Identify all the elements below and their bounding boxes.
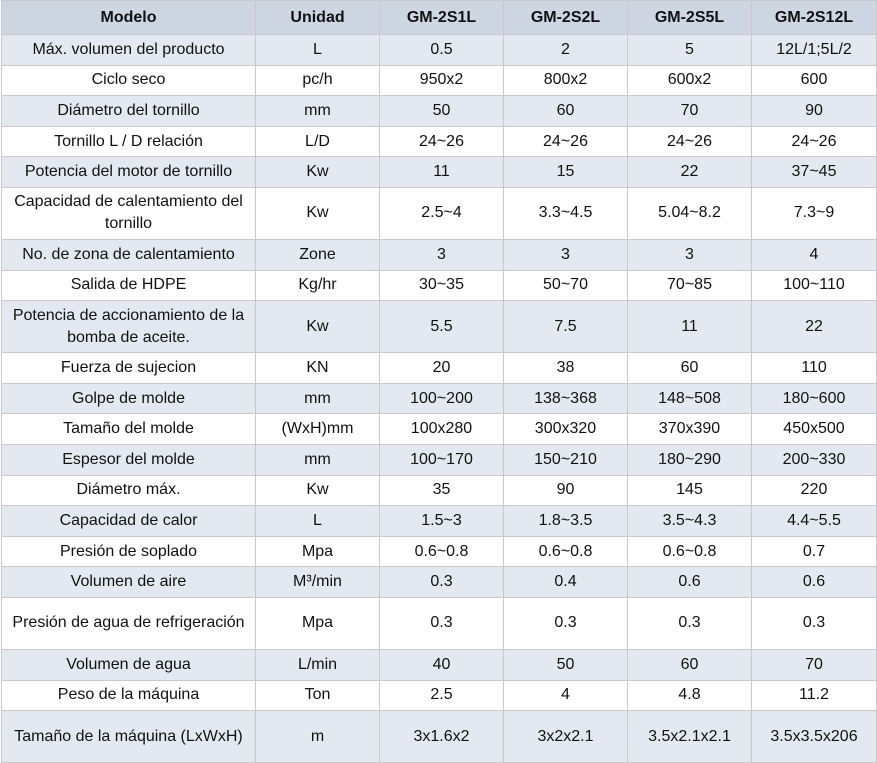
cell-gm-2s1l: 11 bbox=[380, 157, 504, 188]
cell-unidad: L bbox=[256, 506, 380, 537]
cell-gm-2s12l: 4 bbox=[752, 239, 877, 270]
table-row bbox=[2, 187, 877, 239]
cell-gm-2s2l: 3.3~4.5 bbox=[504, 187, 628, 239]
table-row bbox=[2, 35, 877, 66]
table-row bbox=[2, 536, 877, 567]
cell-unidad: pc/h bbox=[256, 65, 380, 96]
cell-gm-2s1l: 0.5 bbox=[380, 35, 504, 66]
cell-gm-2s2l: 50 bbox=[504, 649, 628, 680]
table-row bbox=[2, 239, 877, 270]
cell-gm-2s1l: 40 bbox=[380, 649, 504, 680]
cell-gm-2s2l: 150~210 bbox=[504, 444, 628, 475]
cell-gm-2s12l: 0.7 bbox=[752, 536, 877, 567]
cell-gm-2s5l: 600x2 bbox=[628, 65, 752, 96]
spec-table bbox=[1, 0, 877, 763]
cell-unidad: KN bbox=[256, 353, 380, 384]
table-row bbox=[2, 444, 877, 475]
cell-gm-2s12l: 90 bbox=[752, 96, 877, 127]
cell-modelo: Peso de la máquina bbox=[2, 680, 256, 711]
cell-modelo: Ciclo seco bbox=[2, 65, 256, 96]
cell-unidad: Mpa bbox=[256, 536, 380, 567]
cell-gm-2s5l: 3.5~4.3 bbox=[628, 506, 752, 537]
cell-modelo: Presión de agua de refrigeración bbox=[2, 597, 256, 649]
table-row bbox=[2, 680, 877, 711]
cell-gm-2s2l: 0.4 bbox=[504, 567, 628, 598]
table-row bbox=[2, 383, 877, 414]
cell-modelo: Diámetro del tornillo bbox=[2, 96, 256, 127]
cell-modelo: Volumen de aire bbox=[2, 567, 256, 598]
cell-gm-2s1l: 24~26 bbox=[380, 126, 504, 157]
cell-gm-2s2l: 0.3 bbox=[504, 597, 628, 649]
header-unidad: Unidad bbox=[256, 1, 380, 35]
cell-gm-2s12l: 4.4~5.5 bbox=[752, 506, 877, 537]
cell-modelo: Tornillo L / D relación bbox=[2, 126, 256, 157]
cell-gm-2s2l: 24~26 bbox=[504, 126, 628, 157]
header-gm-2s12l: GM-2S12L bbox=[752, 1, 877, 35]
cell-gm-2s12l: 220 bbox=[752, 475, 877, 506]
cell-modelo: No. de zona de calentamiento bbox=[2, 239, 256, 270]
cell-gm-2s1l: 100x280 bbox=[380, 414, 504, 445]
cell-gm-2s1l: 3x1.6x2 bbox=[380, 711, 504, 763]
cell-gm-2s2l: 15 bbox=[504, 157, 628, 188]
cell-unidad: mm bbox=[256, 444, 380, 475]
cell-modelo: Fuerza de sujecion bbox=[2, 353, 256, 384]
cell-gm-2s2l: 3x2x2.1 bbox=[504, 711, 628, 763]
cell-modelo: Potencia de accionamiento de la bomba de aceite. bbox=[2, 301, 256, 353]
cell-gm-2s2l: 138~368 bbox=[504, 383, 628, 414]
cell-gm-2s12l: 200~330 bbox=[752, 444, 877, 475]
table-row bbox=[2, 96, 877, 127]
cell-unidad: Kw bbox=[256, 157, 380, 188]
cell-gm-2s5l: 0.6~0.8 bbox=[628, 536, 752, 567]
cell-gm-2s12l: 110 bbox=[752, 353, 877, 384]
cell-gm-2s2l: 800x2 bbox=[504, 65, 628, 96]
cell-gm-2s2l: 300x320 bbox=[504, 414, 628, 445]
cell-gm-2s5l: 5.04~8.2 bbox=[628, 187, 752, 239]
cell-gm-2s2l: 4 bbox=[504, 680, 628, 711]
cell-gm-2s12l: 600 bbox=[752, 65, 877, 96]
table-row bbox=[2, 414, 877, 445]
cell-unidad: m bbox=[256, 711, 380, 763]
cell-gm-2s12l: 100~110 bbox=[752, 270, 877, 301]
cell-modelo: Diámetro máx. bbox=[2, 475, 256, 506]
spec-table-body bbox=[2, 35, 877, 763]
table-row bbox=[2, 475, 877, 506]
cell-gm-2s5l: 60 bbox=[628, 353, 752, 384]
table-row bbox=[2, 353, 877, 384]
cell-unidad: Kw bbox=[256, 475, 380, 506]
cell-gm-2s5l: 180~290 bbox=[628, 444, 752, 475]
cell-gm-2s12l: 37~45 bbox=[752, 157, 877, 188]
table-row bbox=[2, 597, 877, 649]
cell-gm-2s1l: 0.3 bbox=[380, 567, 504, 598]
cell-gm-2s5l: 145 bbox=[628, 475, 752, 506]
table-row bbox=[2, 506, 877, 537]
cell-modelo: Tamaño de la máquina (LxWxH) bbox=[2, 711, 256, 763]
cell-gm-2s5l: 70 bbox=[628, 96, 752, 127]
cell-gm-2s1l: 1.5~3 bbox=[380, 506, 504, 537]
cell-gm-2s2l: 7.5 bbox=[504, 301, 628, 353]
cell-gm-2s1l: 30~35 bbox=[380, 270, 504, 301]
cell-gm-2s2l: 3 bbox=[504, 239, 628, 270]
cell-gm-2s12l: 7.3~9 bbox=[752, 187, 877, 239]
header-row bbox=[2, 1, 877, 35]
cell-modelo: Capacidad de calentamiento del tornillo bbox=[2, 187, 256, 239]
cell-unidad: Mpa bbox=[256, 597, 380, 649]
cell-gm-2s1l: 35 bbox=[380, 475, 504, 506]
cell-modelo: Máx. volumen del producto bbox=[2, 35, 256, 66]
cell-gm-2s12l: 22 bbox=[752, 301, 877, 353]
cell-gm-2s12l: 450x500 bbox=[752, 414, 877, 445]
cell-unidad: (WxH)mm bbox=[256, 414, 380, 445]
cell-gm-2s12l: 0.3 bbox=[752, 597, 877, 649]
cell-gm-2s1l: 2.5~4 bbox=[380, 187, 504, 239]
cell-modelo: Salida de HDPE bbox=[2, 270, 256, 301]
table-row bbox=[2, 126, 877, 157]
cell-gm-2s1l: 50 bbox=[380, 96, 504, 127]
cell-gm-2s12l: 70 bbox=[752, 649, 877, 680]
cell-gm-2s1l: 0.3 bbox=[380, 597, 504, 649]
cell-unidad: M³/min bbox=[256, 567, 380, 598]
cell-gm-2s5l: 0.6 bbox=[628, 567, 752, 598]
cell-unidad: mm bbox=[256, 96, 380, 127]
cell-gm-2s1l: 100~200 bbox=[380, 383, 504, 414]
cell-gm-2s12l: 3.5x3.5x206 bbox=[752, 711, 877, 763]
cell-gm-2s1l: 0.6~0.8 bbox=[380, 536, 504, 567]
cell-unidad: Zone bbox=[256, 239, 380, 270]
table-row bbox=[2, 157, 877, 188]
cell-modelo: Espesor del molde bbox=[2, 444, 256, 475]
cell-unidad: L/D bbox=[256, 126, 380, 157]
cell-gm-2s5l: 4.8 bbox=[628, 680, 752, 711]
cell-gm-2s5l: 370x390 bbox=[628, 414, 752, 445]
cell-gm-2s12l: 180~600 bbox=[752, 383, 877, 414]
cell-gm-2s1l: 100~170 bbox=[380, 444, 504, 475]
cell-gm-2s5l: 3 bbox=[628, 239, 752, 270]
cell-gm-2s5l: 148~508 bbox=[628, 383, 752, 414]
cell-gm-2s2l: 2 bbox=[504, 35, 628, 66]
cell-modelo: Tamaño del molde bbox=[2, 414, 256, 445]
cell-unidad: Kg/hr bbox=[256, 270, 380, 301]
cell-gm-2s1l: 950x2 bbox=[380, 65, 504, 96]
table-row bbox=[2, 270, 877, 301]
cell-gm-2s1l: 5.5 bbox=[380, 301, 504, 353]
cell-gm-2s12l: 24~26 bbox=[752, 126, 877, 157]
cell-gm-2s5l: 11 bbox=[628, 301, 752, 353]
cell-unidad: L/min bbox=[256, 649, 380, 680]
table-row bbox=[2, 711, 877, 763]
cell-gm-2s12l: 12L/1;5L/2 bbox=[752, 35, 877, 66]
cell-gm-2s5l: 0.3 bbox=[628, 597, 752, 649]
cell-gm-2s2l: 90 bbox=[504, 475, 628, 506]
cell-gm-2s12l: 0.6 bbox=[752, 567, 877, 598]
table-row bbox=[2, 301, 877, 353]
table-row bbox=[2, 649, 877, 680]
header-gm-2s5l: GM-2S5L bbox=[628, 1, 752, 35]
cell-modelo: Presión de soplado bbox=[2, 536, 256, 567]
cell-unidad: Kw bbox=[256, 301, 380, 353]
spec-table-header bbox=[2, 1, 877, 35]
cell-gm-2s5l: 5 bbox=[628, 35, 752, 66]
cell-modelo: Potencia del motor de tornillo bbox=[2, 157, 256, 188]
cell-unidad: L bbox=[256, 35, 380, 66]
table-row bbox=[2, 65, 877, 96]
cell-gm-2s2l: 0.6~0.8 bbox=[504, 536, 628, 567]
header-gm-2s2l: GM-2S2L bbox=[504, 1, 628, 35]
cell-gm-2s5l: 22 bbox=[628, 157, 752, 188]
cell-modelo: Golpe de molde bbox=[2, 383, 256, 414]
cell-gm-2s1l: 20 bbox=[380, 353, 504, 384]
cell-gm-2s5l: 60 bbox=[628, 649, 752, 680]
cell-gm-2s5l: 70~85 bbox=[628, 270, 752, 301]
header-gm-2s1l: GM-2S1L bbox=[380, 1, 504, 35]
cell-gm-2s1l: 3 bbox=[380, 239, 504, 270]
cell-gm-2s1l: 2.5 bbox=[380, 680, 504, 711]
cell-gm-2s2l: 1.8~3.5 bbox=[504, 506, 628, 537]
header-modelo: Modelo bbox=[2, 1, 256, 35]
cell-gm-2s2l: 50~70 bbox=[504, 270, 628, 301]
cell-modelo: Capacidad de calor bbox=[2, 506, 256, 537]
cell-gm-2s5l: 3.5x2.1x2.1 bbox=[628, 711, 752, 763]
cell-gm-2s12l: 11.2 bbox=[752, 680, 877, 711]
cell-gm-2s2l: 60 bbox=[504, 96, 628, 127]
cell-gm-2s2l: 38 bbox=[504, 353, 628, 384]
cell-gm-2s5l: 24~26 bbox=[628, 126, 752, 157]
cell-modelo: Volumen de agua bbox=[2, 649, 256, 680]
cell-unidad: Ton bbox=[256, 680, 380, 711]
table-row bbox=[2, 567, 877, 598]
cell-unidad: mm bbox=[256, 383, 380, 414]
cell-unidad: Kw bbox=[256, 187, 380, 239]
